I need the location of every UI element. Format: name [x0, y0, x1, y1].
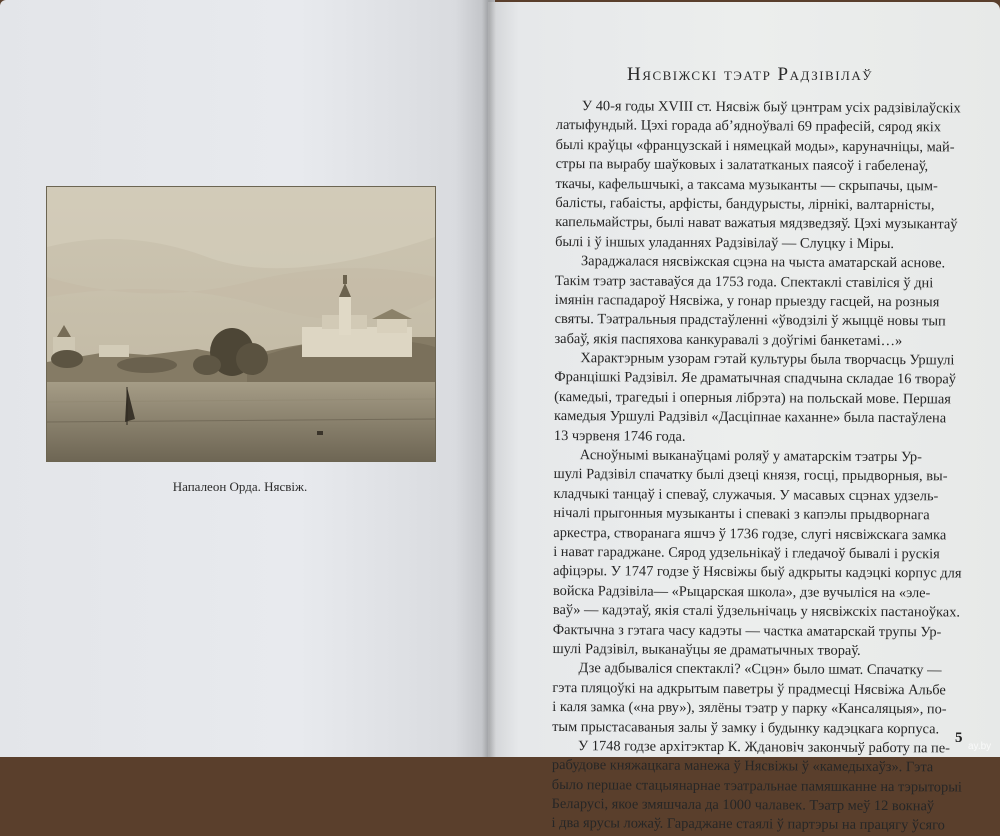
book-gutter: [482, 0, 496, 757]
text-line: У 1748 годзе архітэктар К. Ждановіч закончыў работу па пе-: [577, 738, 950, 757]
text-line: Зараджалася нясвіжская сцэна на чыста аматарскай аснове.: [580, 253, 946, 272]
text-line: былі і ў іншых уладаннях Радзівілаў — Слуцку і Міры.: [555, 233, 895, 252]
text-line: (камедыі, трагедыі і оперныя лібрэта) на польскай мове. Першая: [554, 388, 951, 408]
body-text: [551, 97, 975, 836]
text-line: было першае стацыянарнае тэатральнае памяшканне на тэрыторыі: [551, 776, 962, 796]
text-line: і нават гараджане. Сярод удзельнікаў і гледачоў бывалі і рускія: [553, 543, 940, 563]
text-line: рабудове княжацкага манежа ў Нясвіжы ў «камедыхаўз». Гэта: [551, 757, 934, 776]
text-line: стры па вырабу шаўковых і залататканых паясоў і габеленаў,: [555, 156, 929, 175]
page-number: 5: [955, 730, 963, 746]
watermark: ay.by: [968, 741, 992, 752]
text-line: Такім тэатр заставаўся да 1753 года. Спектаклі ставіліся ў дні: [554, 272, 934, 291]
nesvizh-engraving: [46, 186, 436, 462]
text-line: і каля замка («на рву»), зялёны тэатр у парку «Кансаляцыя», по-: [552, 699, 947, 718]
text-line: тым прыстасаваныя залы ў замку і будынку кадэцкага корпуса.: [552, 718, 940, 737]
text-line: войска Радзівіла— «Рыцарская школа», дзе вучыліся на «эле-: [552, 582, 931, 602]
text-line: шулі Радзівіл, выканаўцы яе драматычных твораў.: [552, 640, 861, 659]
illustration-caption: Напалеон Орда. Нясвіж.: [172, 479, 308, 494]
text-line: аркестра, створанага яшчэ ў 1736 годзе, слугі нясвіжскага замка: [553, 524, 947, 543]
text-line: латыфундый. Цэхі горада аб’ядноўвалі 69 прафесій, сярод якіх: [555, 117, 941, 136]
text-line: афіцэры. У 1747 годзе ў Нясвіжы быў адкрыты кадэцкі корпус для: [553, 563, 962, 582]
text-line: гэта пляцоўкі на адкрытым паветры ў прадмесці Нясвіжа Альбе: [552, 679, 946, 699]
chapter-title: Нясвіжскі тэатр Радзівілаў: [627, 64, 873, 85]
text-line: былі краўцы «французскай і нямецкай моды», каруначніцы, май-: [555, 136, 955, 156]
text-line: балісты, габаісты, арфісты, бандурысты, лірнікі, валтарністы,: [555, 194, 935, 214]
text-line: У 40-я годы XVIII ст. Нясвіж быў цэнтрам усіх радзівілаўскіх: [581, 98, 961, 117]
text-line: 13 чэрвеня 1746 года.: [553, 427, 686, 445]
text-line: ваў» — кадэтаў, якія сталі ўдзельнічаць у нясвіжскіх пастаноўках.: [552, 602, 961, 621]
text-line: кладчыкі танцаў і спеваў, служачыя. У масавых сцэнах удзель-: [553, 485, 939, 505]
text-line: і два ярусы ложаў. Гараджане стаялі ў партэры на працягу ўсяго: [551, 815, 945, 834]
text-line: святы. Тэатральныя прадстаўленні «ўводзілі ў жыццё новы тып: [554, 311, 946, 330]
text-line: Асноўнымі выканаўцамі роляў у аматарскім тэатры Ур-: [579, 447, 922, 466]
text-line: капельмайстры, былі нават важатыя мядзведзяў. Цэхі музыкантаў: [555, 214, 958, 233]
text-line: Фактычна з гэтага часу кадэты — частка аматарскай трупы Ур-: [552, 621, 942, 640]
text-line: Беларусі, якое змяшчала да 1000 чалавек. Тэатр меў 12 вокнаў: [551, 796, 935, 815]
text-line: ткачы, кафельшчыкі, а таксама музыканты — скрыпачы, цым-: [555, 175, 938, 194]
text-line: Францішкі Радзівіл. Яе драматычная спадчына складае 16 твораў: [554, 369, 957, 388]
text-line: Дзе адбываліся спектаклі? «Сцэн» было шмат. Спачатку —: [578, 660, 942, 679]
text-line: камедыя Уршулі Радзівіл «Дасціпнае каханне» была пастаўлена: [554, 408, 947, 427]
text-line: шулі Радзівіл спачатку былі дзеці князя, госці, прыдворныя, вы-: [553, 466, 948, 485]
text-line: Характэрным узорам гэтай культуры была творчасць Уршулі: [580, 350, 955, 369]
text-line: забаў, якія паспяхова канкуравалі з доўгімі банкетамі…»: [554, 330, 903, 349]
text-line: нічалі прыгонныя музыканты і спевакі з капэлы прыдворнага: [553, 505, 930, 524]
text-line: імянін гаспадароў Нясвіжа, у гонар прыезду гасцей, на розныя: [554, 291, 940, 311]
left-page: [0, 0, 495, 757]
